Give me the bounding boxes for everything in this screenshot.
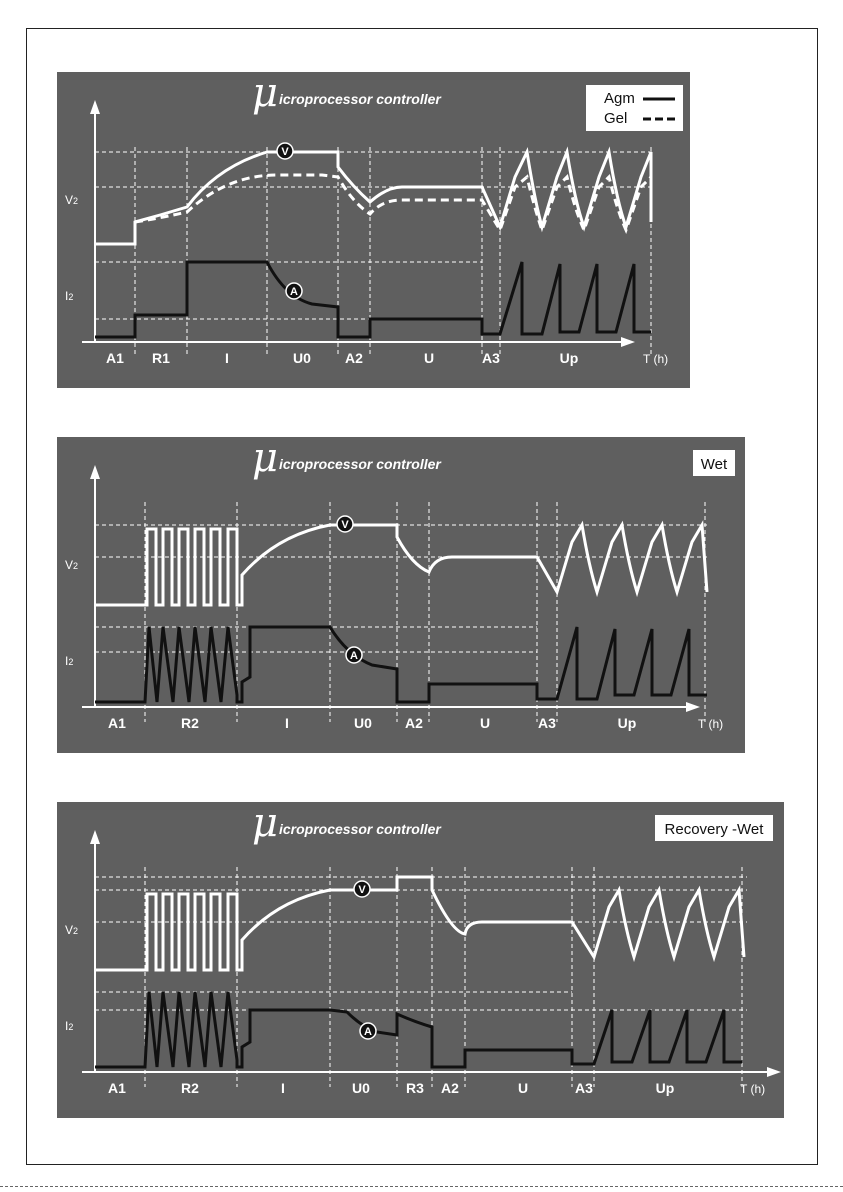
- svg-text:icroprocessor controller: icroprocessor controller: [279, 821, 441, 837]
- svg-text:icroprocessor controller: icroprocessor controller: [279, 456, 441, 472]
- svg-text:V: V: [358, 884, 366, 896]
- current-marker: [286, 283, 302, 299]
- diagram-svg: [57, 802, 784, 1118]
- phase-label: A2: [405, 715, 423, 731]
- current-curve: [95, 627, 707, 702]
- svg-text:V: V: [281, 146, 289, 158]
- phase-label: I: [225, 350, 229, 366]
- charging-diagram-wet: [57, 437, 745, 753]
- panel-title: [252, 802, 442, 846]
- voltage-marker: [277, 143, 293, 159]
- type-box: [693, 450, 735, 476]
- current-curve: [95, 262, 651, 337]
- svg-text:V: V: [341, 519, 349, 531]
- page-footer-cut-line: [0, 1186, 843, 1187]
- phase-label: Up: [617, 715, 637, 731]
- svg-text:A: A: [364, 1026, 372, 1038]
- current-curve: [95, 992, 742, 1067]
- time-axis-label: T (h): [643, 352, 669, 366]
- phase-label: A2: [345, 350, 363, 366]
- charging-diagram-recovery-wet: [57, 802, 784, 1118]
- axes: [82, 100, 635, 347]
- legend: [586, 85, 683, 131]
- current-marker: [346, 647, 362, 663]
- v2-label: V2: [65, 193, 79, 207]
- phase-label: A3: [482, 350, 500, 366]
- phase-label: U: [517, 1080, 529, 1096]
- phase-label: U: [423, 350, 435, 366]
- diagram-svg: [57, 72, 690, 388]
- svg-text:μ: μ: [252, 802, 278, 846]
- svg-text:A: A: [290, 286, 298, 298]
- phase-labels: [108, 1080, 674, 1096]
- phase-labels: [106, 350, 578, 366]
- voltage-marker: [354, 881, 370, 897]
- voltage-marker: [337, 516, 353, 532]
- phase-label: R3: [406, 1080, 424, 1096]
- legend-label-agm: Agm: [604, 90, 635, 107]
- phase-label: Up: [655, 1080, 675, 1096]
- svg-text:A: A: [350, 650, 358, 662]
- panel-title: [252, 437, 442, 481]
- phase-label: A1: [108, 715, 126, 731]
- i2-label: I2: [65, 289, 74, 303]
- svg-text:μ: μ: [252, 437, 278, 481]
- phase-label: I: [285, 715, 289, 731]
- phase-label: A3: [575, 1080, 593, 1096]
- phase-label: A3: [538, 715, 556, 731]
- phase-label: Up: [559, 350, 579, 366]
- diagram-svg: [57, 437, 745, 753]
- phase-label: A1: [108, 1080, 126, 1096]
- svg-text:icroprocessor controller: icroprocessor controller: [279, 91, 441, 107]
- phase-label: A1: [106, 350, 124, 366]
- type-box-label: Recovery -Wet: [664, 821, 764, 838]
- voltage-curve: [95, 525, 707, 605]
- phase-label: R1: [152, 350, 170, 366]
- v2-label: V2: [65, 923, 79, 937]
- time-axis-label: T (h): [698, 717, 724, 731]
- time-axis-label: T (h): [740, 1082, 766, 1096]
- phase-label: U0: [293, 350, 311, 366]
- phase-label: A2: [441, 1080, 459, 1096]
- legend-label-gel: Gel: [604, 110, 628, 127]
- type-box-label: Wet: [700, 456, 728, 473]
- phase-label: I: [281, 1080, 285, 1096]
- phase-label: R2: [181, 1080, 199, 1096]
- svg-text:μ: μ: [252, 72, 278, 116]
- i2-label: I2: [65, 654, 74, 668]
- phase-label: U0: [354, 715, 372, 731]
- phase-label: U: [479, 715, 491, 731]
- phase-labels: [108, 715, 636, 731]
- current-marker: [360, 1023, 376, 1039]
- voltage-curve-agm: [95, 152, 651, 244]
- voltage-curve: [95, 877, 744, 970]
- v2-label: V2: [65, 558, 79, 572]
- panel-title: [252, 72, 442, 116]
- phase-label: R2: [181, 715, 199, 731]
- phase-label: U0: [352, 1080, 370, 1096]
- charging-diagram-agm-gel: [57, 72, 690, 388]
- type-box: [655, 815, 773, 841]
- i2-label: I2: [65, 1019, 74, 1033]
